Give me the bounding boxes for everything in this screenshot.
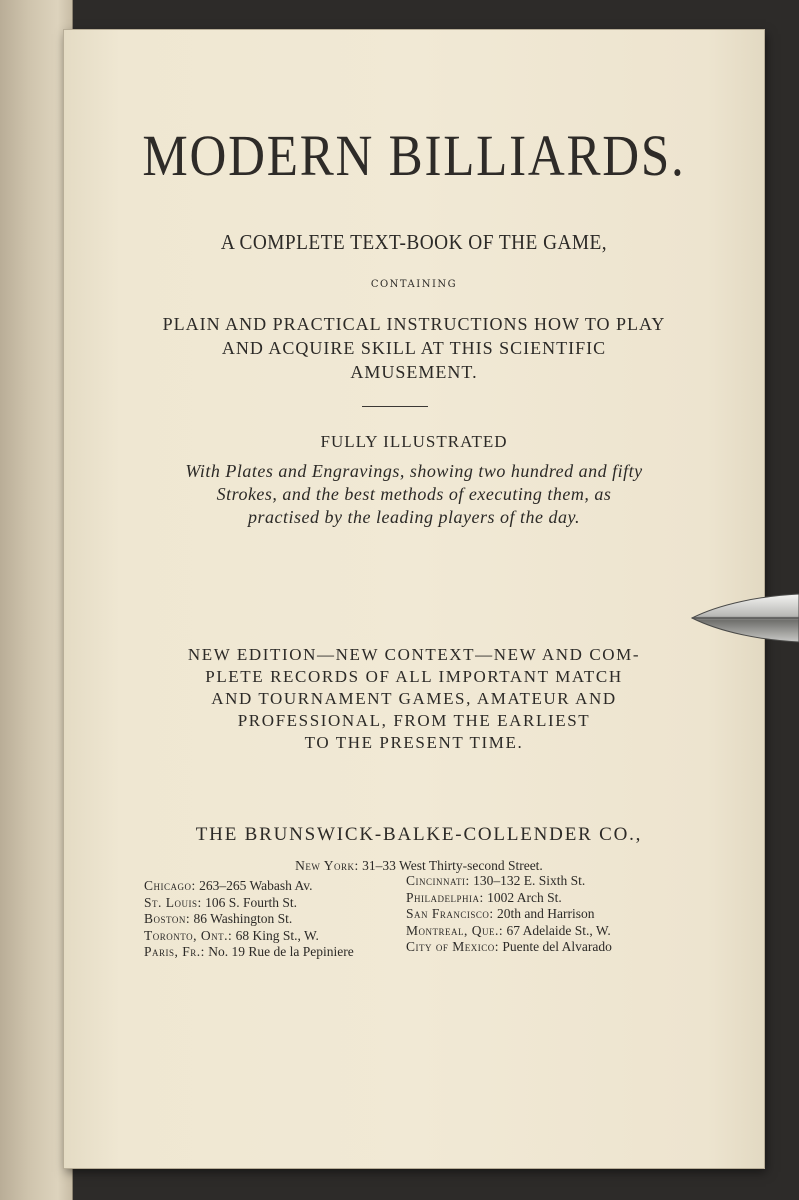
containing-label: CONTAINING [370, 279, 458, 290]
branch-line [406, 906, 612, 923]
book-title: MODERN BILLIARDS. [142, 123, 686, 188]
instructions-block [64, 312, 764, 384]
branch-line [406, 890, 612, 907]
branch-line [144, 895, 354, 912]
branch-line [406, 923, 612, 940]
facing-page-edge [0, 0, 73, 1200]
branch-address: 1002 Arch St. [487, 889, 562, 905]
branch-address: 86 Washington St. [193, 911, 293, 926]
branch-line [144, 911, 354, 928]
illustrated-line: With Plates and Engravings, showing two hundred and fifty [185, 461, 643, 481]
instructions-line: AND ACQUIRE SKILL AT THIS SCIENTIFIC [221, 338, 607, 358]
branch-city: Montreal, Que.: [406, 922, 504, 938]
instructions-line: PLAIN AND PRACTICAL INSTRUCTIONS HOW TO PLAY [162, 314, 666, 334]
branches-right-column [406, 873, 612, 956]
branch-address: 106 S. Fourth St. [205, 894, 298, 910]
branch-address: 20th and Harrison [497, 906, 595, 921]
branch-address: 31–33 West Thirty-second Street. [362, 858, 543, 873]
branch-city: Chicago: [144, 878, 196, 893]
branch-city: Paris, Fr.: [144, 944, 205, 959]
edition-line: PLETE RECORDS OF ALL IMPORTANT MATCH [205, 667, 623, 686]
branch-city: Toronto, Ont.: [144, 927, 233, 943]
illustrated-line: Strokes, and the best methods of executing them, as [216, 484, 612, 504]
branches-left-column [144, 878, 354, 961]
branch-address: 263–265 Wabash Av. [199, 878, 313, 893]
title-page [64, 30, 764, 1168]
publisher-name: THE BRUNSWICK-BALKE-COLLENDER CO., [195, 824, 643, 845]
new-york-address [74, 858, 764, 874]
branch-address: No. 19 Rue de la Pepiniere [208, 944, 354, 959]
branch-line [406, 873, 612, 890]
instructions-line: AMUSEMENT. [350, 362, 478, 382]
branch-line [144, 928, 354, 945]
branch-address: 130–132 E. Sixth St. [473, 873, 586, 888]
letter-opener-knife-icon [690, 590, 799, 646]
branch-line [144, 878, 354, 895]
branch-line [406, 939, 612, 956]
section-divider [362, 406, 428, 407]
illustrated-heading: FULLY ILLUSTRATED [320, 432, 508, 451]
edition-notice [154, 644, 674, 754]
edition-line: NEW EDITION—NEW CONTEXT—NEW AND COM- [187, 645, 641, 664]
branch-city: Philadelphia: [406, 889, 484, 905]
branch-city: City of Mexico: [406, 939, 500, 954]
branch-city: St. Louis: [144, 894, 202, 910]
book-subtitle: A COMPLETE TEXT-BOOK OF THE GAME, [220, 230, 608, 254]
edition-line: TO THE PRESENT TIME. [304, 733, 524, 752]
edition-line: PROFESSIONAL, FROM THE EARLIEST [237, 711, 591, 730]
branch-line [144, 944, 354, 961]
illustrated-line: practised by the leading players of the day. [248, 507, 580, 527]
illustrated-description [64, 460, 764, 529]
branch-address: 67 Adelaide St., W. [506, 922, 611, 938]
branch-city: Cincinnati: [406, 873, 470, 888]
branch-address: Puente del Alvarado [502, 939, 612, 954]
branch-city: Boston: [144, 911, 191, 926]
branch-city: New York: [295, 858, 359, 873]
branch-address: 68 King St., W. [235, 927, 319, 943]
branch-city: San Francisco: [406, 906, 494, 921]
edition-line: AND TOURNAMENT GAMES, AMATEUR AND [211, 689, 617, 708]
